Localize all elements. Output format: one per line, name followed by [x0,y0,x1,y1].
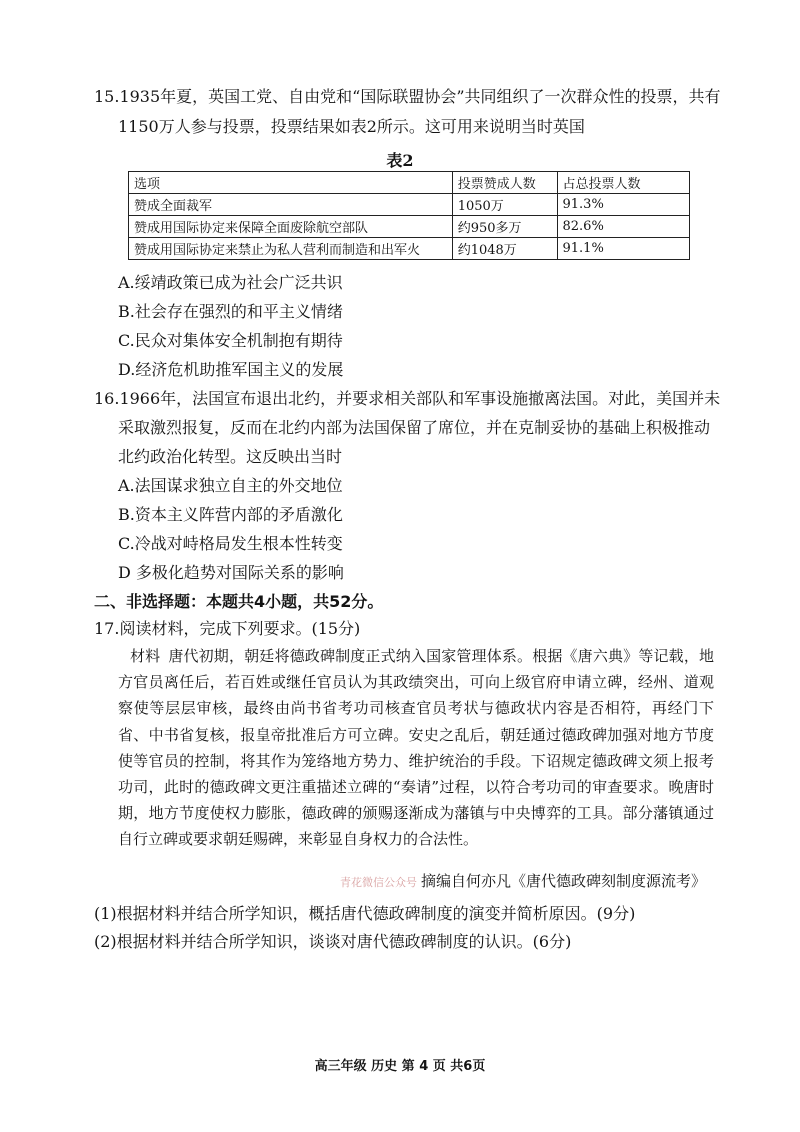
q15-option-c: C.民众对集体安全机制抱有期待 [118,331,343,350]
q16-option-d: D 多极化趋势对国际关系的影响 [118,563,344,582]
table-cell: 赞成用国际协定来禁止为私人营利而制造和出军火 [129,238,453,260]
q15-option-d: D.经济危机助推军国主义的发展 [118,360,344,379]
table-cell: 约1048万 [452,238,557,260]
table-header-row [129,172,690,194]
q17-material [118,643,714,853]
table-header-cell: 选项 [129,172,453,194]
q16-stem-line1: 16.1966年，法国宣布退出北约，并要求相关部队和军事设施撤离法国。对此，美国并未 [94,389,721,408]
table-header-cell: 投票赞成人数 [452,172,557,194]
q16-stem-line2: 采取激烈报复，反而在北约内部为法国保留了席位，并在克制妥协的基础上积极推动 [118,418,711,437]
watermark-stamp: 青花微信公众号 [339,876,417,889]
q17-subquestion-2: (2)根据材料并结合所学知识，谈谈对唐代德政碑制度的认识。(6分) [94,932,572,951]
table-cell: 赞成全面裁军 [129,194,453,216]
table-row [129,194,690,216]
q17-subquestion-1: (1)根据材料并结合所学知识，概括唐代德政碑制度的演变并简析原因。(9分) [94,904,636,923]
table-cell: 82.6% [557,216,690,238]
q15-option-a: A.绥靖政策已成为社会广泛共识 [118,273,343,292]
material-label: 材料 [130,647,161,665]
table-cell: 赞成用国际协定来保障全面废除航空部队 [129,216,453,238]
q16-option-c: C.冷战对峙格局发生根本性转变 [118,534,343,553]
table-cell: 约950多万 [452,216,557,238]
table-cell: 1050万 [452,194,557,216]
table-header-cell: 占总投票人数 [557,172,690,194]
q15-stem-line1: 15.1935年夏，英国工党、自由党和“国际联盟协会”共同组织了一次群众性的投票，共有 [94,87,721,106]
table-row [129,216,690,238]
material-text: 唐代初期，朝廷将德政碑制度正式纳入国家管理体系。根据《唐六典》等记载，地方官员离任后，若百姓或继任官员认为其政绩突出，可向上级官府申请立碑，经州、道观察使等层层审核，最终由尚书省考功司核查官员考状与德政状内容是否相符，再经门下省、中书省复核，报皇帝批准后方可立碑。安史之乱后，朝廷通过德政碑加强对地方节度使等官员的控制，将其作为笼络地方势力、维护统治的手段。下诏规定德政碑文须上报考功司，此时的德政碑文更注重描述立碑的“奏请”过程，以符合考功司的审查要求。晚唐时期，地方节度使权力膨胀，德政碑的颁赐逐渐成为藩镇与中央博弈的工具。部分藩镇通过自行立碑或要求朝廷赐碑，来彰显自身权力的合法性。 [118,647,714,849]
vote-table [128,171,690,260]
table-title: 表2 [386,151,414,170]
q16-option-b: B.资本主义阵营内部的矛盾激化 [118,505,343,524]
q15-stem-line2: 1150万人参与投票，投票结果如表2所示。这可用来说明当时英国 [118,117,585,136]
page-footer: 高三年级 历史 第 4 页 共6页 [314,1059,486,1074]
table-row [129,238,690,260]
section-heading: 二、非选择题：本题共4小题，共52分。 [94,592,384,611]
q17-stem: 17.阅读材料，完成下列要求。(15分) [94,619,361,638]
table-cell: 91.3% [557,194,690,216]
q16-stem-line3: 北约政治化转型。这反映出当时 [118,447,343,466]
q16-option-a: A.法国谋求独立自主的外交地位 [118,476,343,495]
q15-option-b: B.社会存在强烈的和平主义情绪 [118,302,343,321]
material-source [340,870,706,891]
table-cell: 91.1% [557,238,690,260]
source-citation: 摘编自何亦凡《唐代德政碑刻制度源流考》 [420,872,706,890]
